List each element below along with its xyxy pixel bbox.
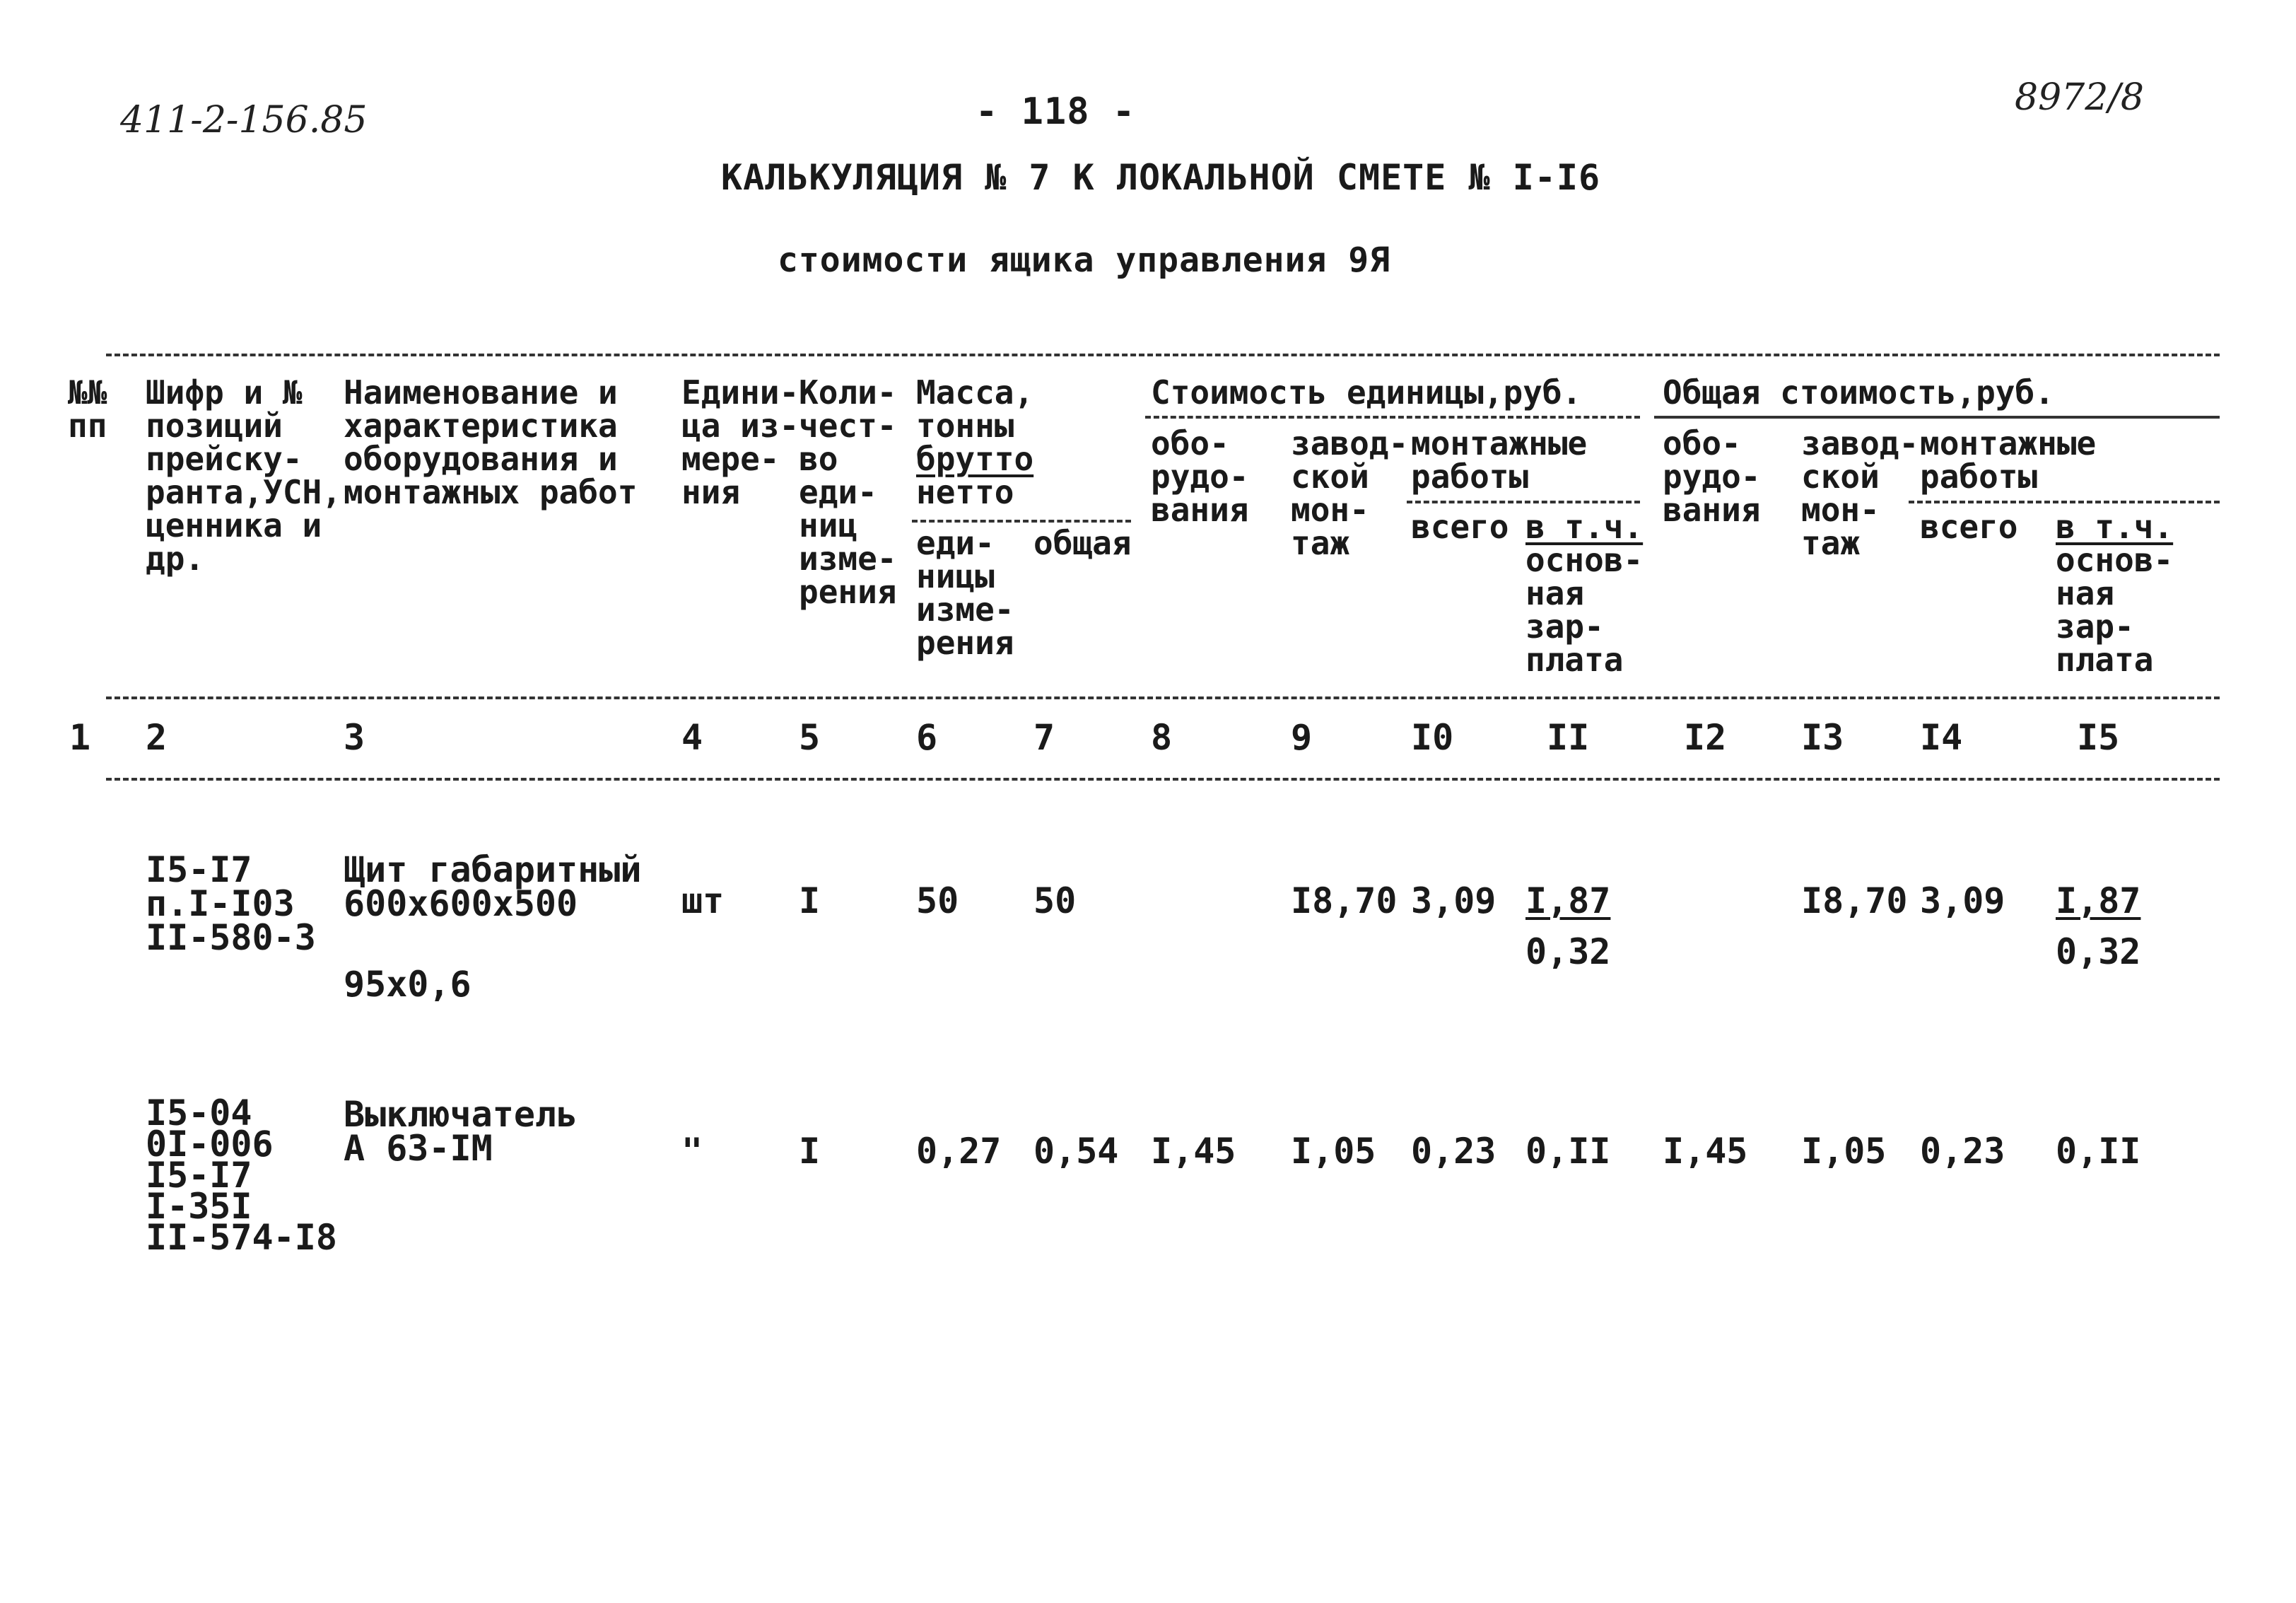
column-number: 7 <box>1033 717 1055 758</box>
header-col-11-label: в т.ч. <box>1525 508 1644 546</box>
column-number: 1 <box>69 717 91 758</box>
row-factory-total: I8,70 <box>1801 880 1908 921</box>
column-number: I5 <box>2077 717 2120 758</box>
column-number: 5 <box>799 717 821 758</box>
column-number: 8 <box>1151 717 1173 758</box>
page-number: - 118 - <box>976 91 1136 133</box>
row-work-total-unit: 3,09 <box>1411 880 1496 921</box>
unit-cost-rule <box>1145 416 1640 419</box>
row-wage-unit-sub: 0,32 <box>1525 931 1611 972</box>
row-wage-total: I,87 <box>2056 880 2141 921</box>
row-wage-unit: I,87 <box>1525 880 1611 921</box>
row-mass-unit: 50 <box>916 880 959 921</box>
header-col-13: завод- ской мон- таж <box>1801 424 1919 562</box>
row-unit: шт <box>681 880 725 921</box>
header-mass-netto: нетто <box>916 473 1014 511</box>
header-mass-brutto: брутто <box>916 440 1034 478</box>
row-wage-total: 0,II <box>2056 1131 2141 1172</box>
row-equip-total: I,45 <box>1663 1131 1748 1172</box>
row-wage-unit: 0,II <box>1525 1131 1611 1172</box>
column-number: 6 <box>916 717 938 758</box>
row-unit: " <box>681 1131 703 1172</box>
header-col-9: завод- ской мон- таж <box>1291 424 1409 562</box>
total-cost-rule <box>1654 416 2220 419</box>
row-name: Выключатель А 63-IМ <box>344 1094 578 1169</box>
header-col-14: всего <box>1920 508 2018 546</box>
row-name: Щит габаритный 600x600x500 <box>344 849 642 924</box>
row-factory-unit: I,05 <box>1291 1131 1376 1172</box>
header-col-8: обо- рудо- вания <box>1151 424 1249 529</box>
mass-rule <box>912 520 1131 523</box>
header-mass-group: Масса, тонны <box>916 373 1034 445</box>
header-col-12: обо- рудо- вания <box>1663 424 1761 529</box>
header-col-15-label: в т.ч. <box>2056 508 2174 546</box>
document-subtitle: стоимости ящика управления 9Я <box>778 240 1391 280</box>
row-factory-unit: I8,70 <box>1291 880 1398 921</box>
row-qty: I <box>799 880 821 921</box>
archive-mark: 8972/8 <box>2015 76 2144 119</box>
table-top-rule <box>106 354 2220 356</box>
header-col-4: Едини- ца из- мере- ния <box>681 373 800 511</box>
row-mass-unit: 0,27 <box>916 1131 1002 1172</box>
work-a-rule <box>1407 501 1640 503</box>
header-total-cost-group: Общая стоимость,руб. <box>1663 373 2054 412</box>
row-qty: I <box>799 1131 821 1172</box>
header-col-10: всего <box>1411 508 1509 546</box>
header-work-group-b: монтажные работы <box>1920 424 2097 496</box>
row-work-total-all: 3,09 <box>1920 880 2005 921</box>
row-equip-unit: I,45 <box>1151 1131 1236 1172</box>
header-unit-cost-group: Стоимость единицы,руб. <box>1151 373 1582 412</box>
row-work-total-all: 0,23 <box>1920 1131 2005 1172</box>
column-number: 4 <box>681 717 703 758</box>
column-number: I4 <box>1920 717 1963 758</box>
column-numbers-rule <box>106 778 2220 781</box>
document-code: 411-2-156.85 <box>120 99 368 141</box>
row-mass-total: 50 <box>1033 880 1077 921</box>
column-number: I0 <box>1411 717 1454 758</box>
column-number: I3 <box>1801 717 1844 758</box>
work-b-rule <box>1909 501 2220 503</box>
document-title: КАЛЬКУЛЯЦИЯ № 7 К ЛОКАЛЬНОЙ СМЕТЕ № I-I6 <box>721 157 1601 198</box>
row-code: I5-I7 п.I-I03 II-580-3 <box>146 849 316 958</box>
column-number: 9 <box>1291 717 1313 758</box>
header-bottom-rule <box>106 696 2220 699</box>
row-mass-total: 0,54 <box>1033 1131 1119 1172</box>
header-col-5: Коли- чест- во еди- ниц изме- рения <box>799 373 897 611</box>
row-code: I5-04 0I-006 I5-I7 I-35I II-574-I8 <box>146 1092 337 1258</box>
row-work-total-unit: 0,23 <box>1411 1131 1496 1172</box>
row-factory-total: I,05 <box>1801 1131 1887 1172</box>
header-col-1: №№ пп <box>68 373 107 445</box>
column-number: 2 <box>146 717 168 758</box>
header-col-11: основ- ная зар- плата <box>1525 541 1644 679</box>
header-col-2: Шифр и № позиций прейску- ранта,УСН, ценника и др. <box>146 373 341 578</box>
header-col-6: еди- ницы изме- рения <box>916 524 1014 662</box>
header-work-group-a: монтажные работы <box>1411 424 1588 496</box>
column-number: 3 <box>344 717 365 758</box>
row-name-extra: 95x0,6 <box>344 964 472 1005</box>
column-number: I2 <box>1684 717 1727 758</box>
header-col-3: Наименование и характеристика оборудования и монтажных работ <box>344 373 638 511</box>
column-number: II <box>1547 717 1590 758</box>
header-col-15: основ- ная зар- плата <box>2056 541 2174 679</box>
row-wage-total-sub: 0,32 <box>2056 931 2141 972</box>
header-col-7: общая <box>1033 524 1132 562</box>
